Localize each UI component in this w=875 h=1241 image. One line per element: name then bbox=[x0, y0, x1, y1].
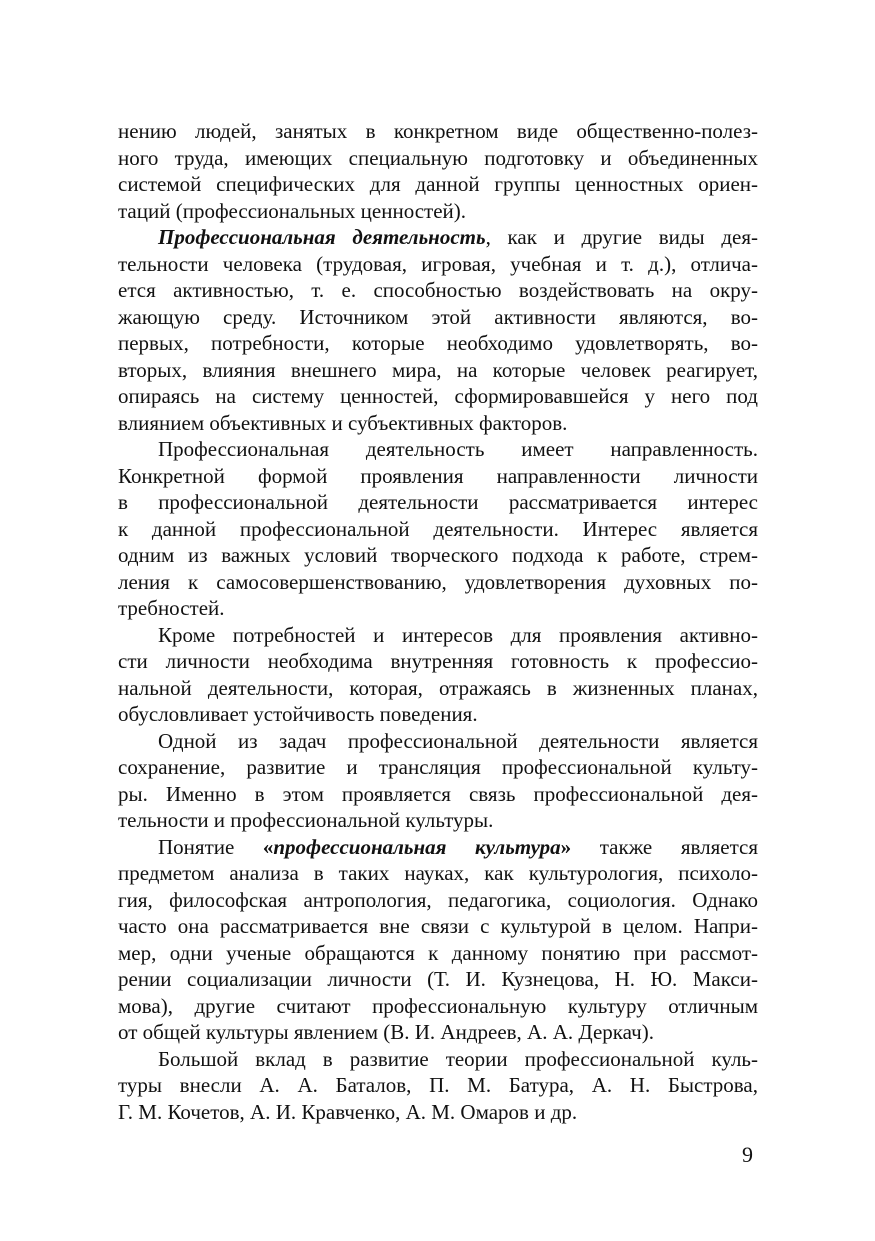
text-segment: туры внесли А. А. Баталов, П. М. Батура, А. Н. Быстрова, bbox=[118, 1073, 758, 1097]
text-segment: нению людей, занятых в конкретном виде общественно-полез- bbox=[118, 119, 758, 143]
text-line bbox=[118, 648, 758, 675]
paragraph bbox=[118, 1046, 758, 1126]
text-segment: опираясь на систему ценностей, сформировавшейся у него под bbox=[118, 384, 758, 408]
text-line bbox=[118, 542, 758, 569]
text-segment: таций (профессиональных ценностей). bbox=[118, 198, 467, 223]
text-line bbox=[118, 595, 758, 622]
text-segment: мер, одни ученые обращаются к данному понятию при рассмот- bbox=[118, 940, 758, 965]
text-segment: к данной профессиональной деятельности. Интерес является bbox=[118, 516, 758, 541]
text-segment: гия, философская антропология, педагогика, социология. Однако bbox=[118, 887, 758, 912]
text-line bbox=[118, 913, 758, 940]
text-segment: нальной деятельности, которая, отражаясь в жизненных планах, bbox=[118, 675, 758, 700]
body-text bbox=[118, 118, 758, 1125]
emphasized-term: Профессиональная деятельность bbox=[158, 225, 486, 249]
text-segment: рении социализации личности (Т. И. Кузнецова, Н. Ю. Макси- bbox=[118, 967, 758, 991]
text-line bbox=[118, 251, 758, 278]
text-line bbox=[118, 781, 758, 808]
text-line bbox=[118, 145, 758, 172]
text-segment: Г. М. Кочетов, А. И. Кравченко, А. М. Омаров и др. bbox=[118, 1099, 578, 1124]
text-line bbox=[118, 357, 758, 384]
text-line bbox=[118, 516, 758, 543]
text-line bbox=[118, 304, 758, 331]
text-line bbox=[118, 754, 758, 781]
paragraph bbox=[118, 224, 758, 436]
text-segment: требностей. bbox=[118, 596, 225, 620]
text-line bbox=[118, 224, 758, 251]
text-segment: сохранение, развитие и трансляция профессиональной культу- bbox=[118, 755, 758, 779]
text-segment: Профессиональная деятельность имеет направленность. bbox=[158, 437, 758, 461]
text-line bbox=[118, 463, 758, 490]
text-segment: жающую среду. Источником этой активности являются, во- bbox=[118, 304, 758, 329]
text-segment: обусловливает устойчивость поведения. bbox=[118, 702, 478, 726]
text-line bbox=[118, 860, 758, 887]
text-line bbox=[118, 1019, 758, 1046]
text-line bbox=[118, 410, 758, 437]
text-line bbox=[118, 171, 758, 198]
text-line bbox=[118, 330, 758, 357]
text-line bbox=[118, 807, 758, 834]
text-segment: Понятие bbox=[158, 834, 263, 859]
text-segment: « bbox=[262, 834, 274, 859]
paragraph bbox=[118, 118, 758, 224]
paragraph bbox=[118, 436, 758, 622]
text-line bbox=[118, 118, 758, 145]
text-line bbox=[118, 675, 758, 702]
text-segment: ного труда, имеющих специальную подготовку и объединенных bbox=[118, 145, 758, 170]
text-line bbox=[118, 834, 758, 861]
text-line bbox=[118, 198, 758, 225]
text-segment: от общей культуры явлением (В. И. Андреев, А. А. Деркач). bbox=[118, 1020, 654, 1044]
text-line bbox=[118, 1046, 758, 1073]
text-line bbox=[118, 966, 758, 993]
text-line bbox=[118, 993, 758, 1020]
text-line bbox=[118, 701, 758, 728]
text-segment: системой специфических для данной группы ценностных ориен- bbox=[118, 172, 758, 196]
paragraph bbox=[118, 728, 758, 834]
text-segment: первых, потребности, которые необходимо удовлетворять, во- bbox=[118, 331, 758, 355]
text-line bbox=[118, 622, 758, 649]
text-line bbox=[118, 489, 758, 516]
text-line bbox=[118, 1099, 758, 1126]
text-segment: в профессиональной деятельности рассматривается интерес bbox=[118, 490, 758, 514]
text-segment: часто она рассматривается вне связи с культурой в целом. Напри- bbox=[118, 914, 758, 938]
text-segment: ется активностью, т. е. способностью воздействовать на окру- bbox=[118, 278, 758, 302]
text-segment: также является bbox=[571, 834, 758, 859]
text-segment: Одной из задач профессиональной деятельности является bbox=[158, 728, 758, 753]
text-segment: сти личности необходима внутренняя готовность к профессио- bbox=[118, 649, 758, 673]
text-segment: влиянием объективных и субъективных факторов. bbox=[118, 410, 568, 435]
text-segment: вторых, влияния внешнего мира, на которые человек реагирует, bbox=[118, 357, 758, 382]
paragraph bbox=[118, 622, 758, 728]
text-segment: ления к самосовершенствованию, удовлетворения духовных по- bbox=[118, 569, 758, 594]
page-number: 9 bbox=[742, 1142, 753, 1167]
text-segment: Конкретной формой проявления направленности личности bbox=[118, 463, 758, 488]
text-line bbox=[118, 383, 758, 410]
text-line bbox=[118, 436, 758, 463]
text-line bbox=[118, 1072, 758, 1099]
text-segment: » bbox=[560, 834, 572, 859]
text-segment: ры. Именно в этом проявляется связь профессиональной дея- bbox=[118, 781, 758, 806]
text-segment: Кроме потребностей и интересов для проявления активно- bbox=[158, 622, 758, 647]
text-segment: тельности и профессиональной культуры. bbox=[118, 808, 494, 832]
text-segment: одним из важных условий творческого подхода к работе, стрем- bbox=[118, 543, 758, 567]
text-segment: предметом анализа в таких науках, как культурология, психоло- bbox=[118, 861, 758, 885]
text-line bbox=[118, 569, 758, 596]
text-segment: Большой вклад в развитие теории профессиональной куль- bbox=[158, 1046, 758, 1071]
text-line bbox=[118, 940, 758, 967]
text-segment: мова), другие считают профессиональную культуру отличным bbox=[118, 993, 758, 1018]
text-line bbox=[118, 887, 758, 914]
emphasized-term: профессиональная культура bbox=[273, 834, 561, 859]
paragraph bbox=[118, 834, 758, 1046]
text-line bbox=[118, 728, 758, 755]
text-segment: тельности человека (трудовая, игровая, учебная и т. д.), отлича- bbox=[118, 251, 758, 276]
text-line bbox=[118, 277, 758, 304]
text-segment: , как и другие виды дея- bbox=[485, 225, 758, 249]
